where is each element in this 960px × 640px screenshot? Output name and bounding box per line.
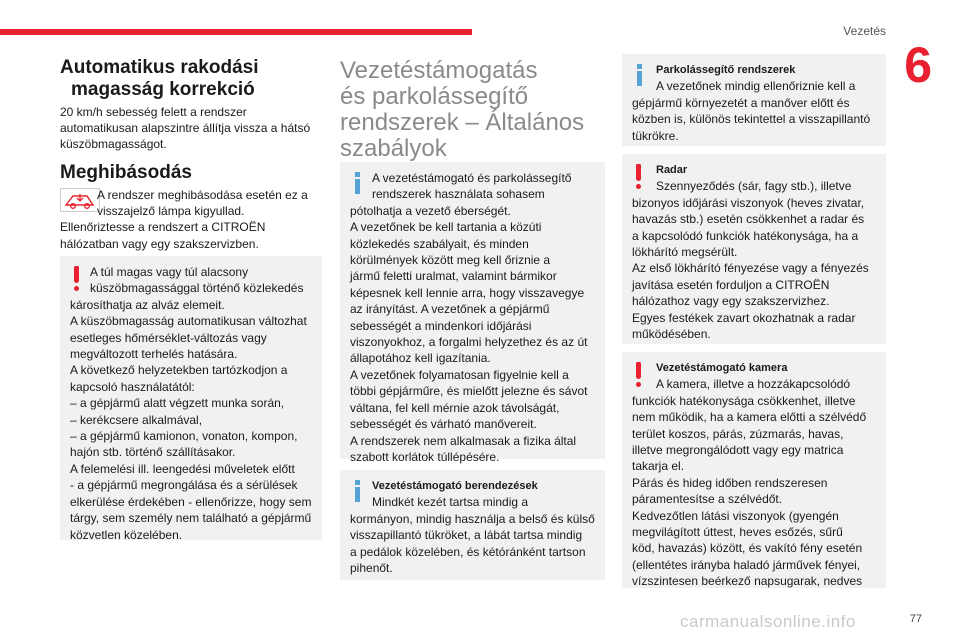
section-title-driver-assist: Vezetéstámogatás és parkolássegítő rendszerek – Általános szabályok [340,57,585,162]
warning-exclamation-icon [634,164,644,190]
info-box-assist-devices: Vezetéstámogató berendezések Mindkét kezét tartsa mindig a kormányon, mindig használja a belső és külső visszapillantó tükröket, a lábát tartsa mindig a pedálok közelében, és kétóránként tartson pihenőt. [340,470,605,580]
heading-fault: Meghibásodás [60,162,192,183]
info-icon [637,64,642,86]
warning-box-camera: Vezetéstámogató kamera A kamera, illetve a hozzákapcsolódó funkciók hatékonysága csökkenhet, illetve nem működik, ha a kamera előtti a szélvédő terület koszos, párás, zúzmarás, havas, illetve megrongálódott vagy egy matrica takarja el. Párás és hideg időben rendszeresen páramentesítse a szélvédőt. Kedvezőtlen látási viszonyok (gyengén megvilágított úttest, heves esőzés, sűrű köd, havazás) között, és vakító fény esetén (ellentétes irányba haladó járművek fényei, vízszintesen beérkező napsugarak, nedves [622,352,886,588]
warning-box-height: A túl magas vagy túl alacsony küszöbmagassággal történő közlekedés károsíthatja az alváz elemeit. A küszöbmagasság automatikusan változhat esetleges hőmérséklet-változás vagy megváltozott terhelés hatására. A következő helyzetekben tartózkodjon a kapcsoló használatától: – a gépjármű alatt végzett munka során, – kerékcsere alkalmával, – a gépjármű kamionon, vonaton, kompon, hajón stb. történő szállításakor. A felemelési ill. leengedési műveletek előtt - a gépjármű megrongálása és a sérülések elkerülése érdekében - ellenőrizze, hogy sem tárgy, sem személy nem található a gépjármű közvetlen közelében. [60,256,322,540]
heading-load-height: Automatikus rakodási magasság korrekció [60,57,259,100]
watermark: carmanualsonline.info [680,612,856,631]
paragraph-load-height: 20 km/h sebesség felett a rendszer automatikusan alapszintre állítja vissza a hátsó küszöbmagasságot. [60,105,311,152]
chapter-number: 6 [904,37,932,93]
warning-exclamation-icon [72,266,82,292]
chapter-color-bar [0,29,472,35]
info-icon [355,172,360,194]
warning-exclamation-icon [634,362,644,388]
info-icon [355,480,360,502]
page-number: 77 [909,613,922,625]
paragraph-fault: A rendszer meghibásodása esetén ez a visszajelző lámpa kigyullad. Ellenőriztesse a rendszert a CITROËN hálózatban vagy egy szakszervizben. [60,188,308,251]
info-box-general: A vezetéstámogató és parkolássegítő rendszerek használata sohasem pótolhatja a vezető éberségét. A vezetőnek be kell tartania a közúti közlekedés szabályait, és minden körülmények között meg kell őriznie a jármű feletti uralmat, valamint bármikor képesnek kell lennie arra, hogy visszavegye az irányítást. A vezetőnek a gépjármű sebességét a mindenkori időjárási viszonyokhoz, a forgalmi helyzethez és az út állapotához kell igazítania. A vezetőnek folyamatosan figyelnie kell a többi gépjárműre, és mielőtt jelezne és sávot váltana, fel kell mérnie azok távolságát, sebességét és várható manővereit. A rendszerek nem alkalmasak a fizika által szabott korlátok túllépésére. [340,162,605,459]
info-box-parking: Parkolássegítő rendszerek A vezetőnek mindig ellenőriznie kell a gépjármű környezetét a manőver előtt és közben is, különös tekintettel a visszapillantó tükrökre. [622,54,886,146]
header-title: Vezetés [843,24,886,38]
warning-box-radar: Radar Szennyeződés (sár, fagy stb.), illetve bizonyos időjárási viszonyok (heves zivatar, havazás stb.) esetén csökkenhet a radar és a kapcsolódó funkciók hatékonysága, ha a lökhárító megsérült. Az első lökhárító fényezése vagy a fényezés javítása esetén forduljon a CITROËN hálózathoz vagy egy szakszervizhez. Egyes festékek zavart okozhatnak a radar működésében. [622,154,886,344]
